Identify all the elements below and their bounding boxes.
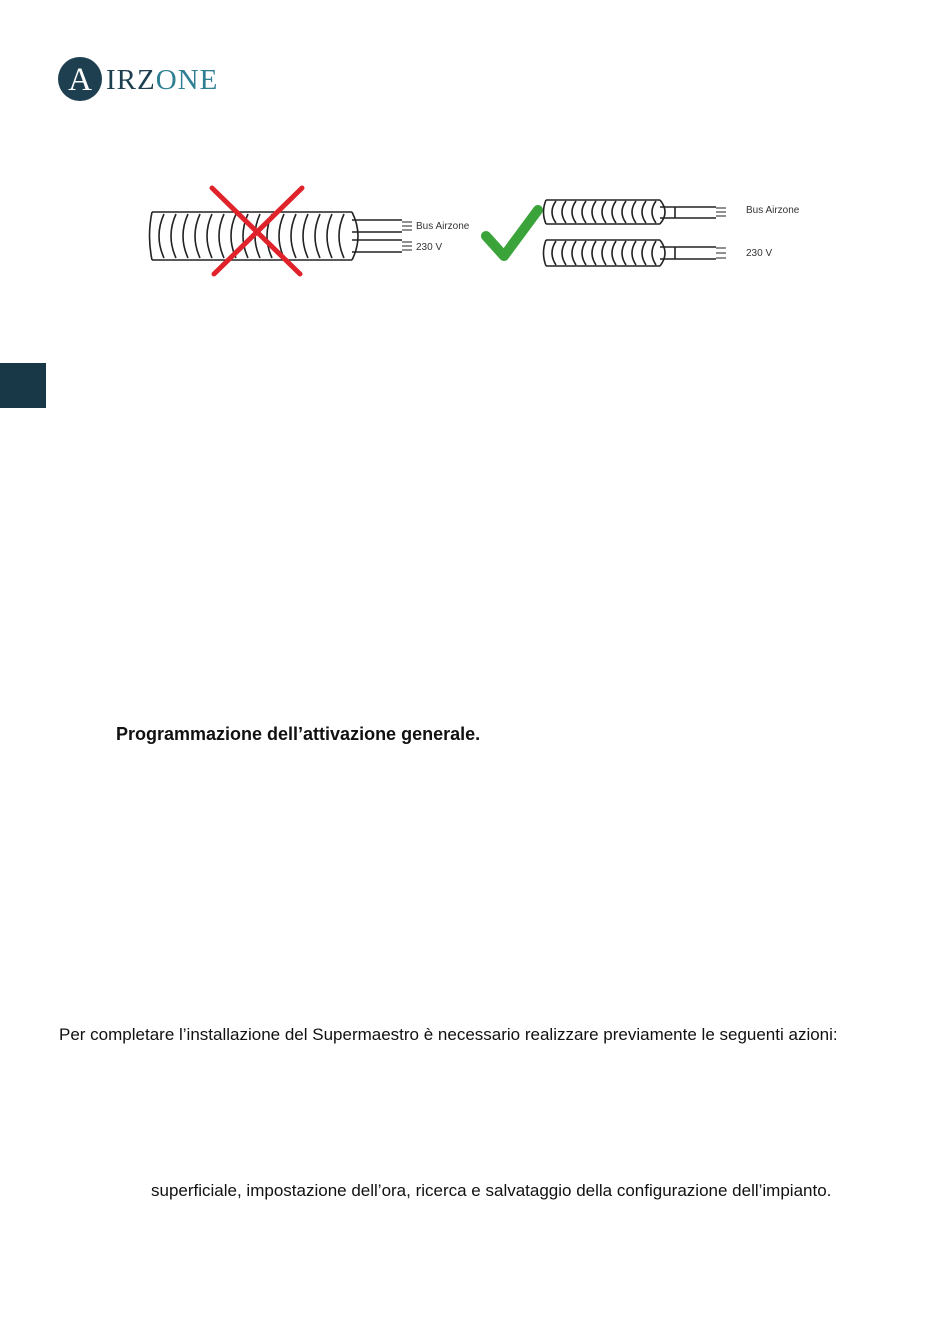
correct-check-icon [486, 210, 538, 256]
wrong-label-power: 230 V [416, 242, 443, 253]
wrong-label-bus: Bus Airzone [416, 221, 470, 232]
intro-paragraph: Per completare l’installazione del Supermaestro è necessario realizzare previamente le seguenti azioni: [59, 1025, 838, 1044]
right-label-power: 230 V [746, 248, 773, 259]
cable-diagram [140, 180, 820, 290]
logo-wordmark-accent: ONE [155, 64, 219, 96]
list-item-continuation: superficiale, impostazione dell’ora, ricerca e salvataggio della configurazione dell’impianto. [151, 1181, 832, 1200]
logo-initial: A [58, 57, 102, 101]
separate-conduits-illustration [544, 200, 727, 266]
airzone-logo [58, 56, 233, 104]
right-label-bus: Bus Airzone [746, 205, 800, 216]
section-heading: Programmazione dell’attivazione generale. [116, 724, 481, 744]
logo-wordmark [106, 64, 218, 96]
wrong-cross-icon [212, 188, 302, 274]
logo-wordmark-dark: IRZ [106, 64, 156, 96]
cable-wiring-figure [140, 180, 820, 290]
side-tab-marker [0, 363, 46, 408]
